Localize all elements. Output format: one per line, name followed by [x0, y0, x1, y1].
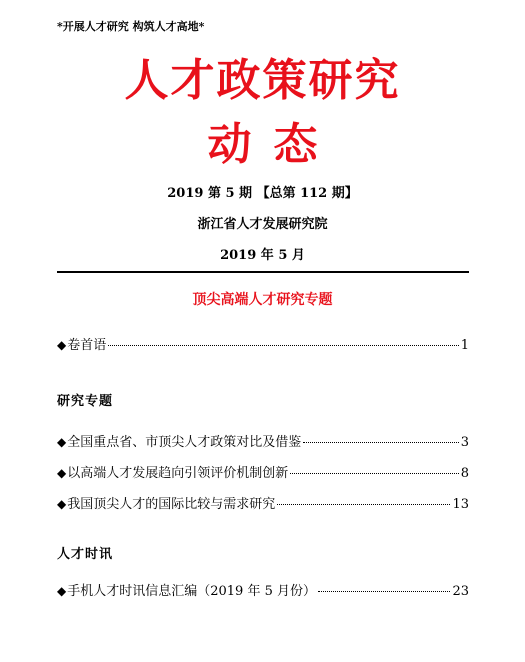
toc-entry-label: 以高端人才发展趋向引领评价机制创新	[67, 466, 289, 481]
toc-page-number: 8	[460, 466, 469, 481]
toc-entry-label: 手机人才时讯信息汇编（2019 年 5 月份）	[67, 584, 316, 599]
dot-leader	[108, 345, 458, 346]
diamond-bullet-icon: ◆	[57, 497, 67, 511]
toc-entry[interactable]	[57, 493, 469, 512]
toc-entry-preface[interactable]	[57, 334, 469, 353]
toc-entry-label: 全国重点省、市顶尖人才政策对比及借鉴	[67, 435, 302, 450]
issue-number: 2019 第 5 期 【总第 112 期】	[167, 186, 358, 201]
toc-page-number: 3	[460, 435, 469, 450]
toc-page-number: 23	[452, 584, 469, 599]
toc-page-number: 13	[452, 497, 469, 512]
diamond-bullet-icon: ◆	[57, 338, 67, 352]
dot-leader	[303, 442, 458, 443]
diamond-bullet-icon: ◆	[57, 584, 67, 598]
toc-entry[interactable]	[57, 580, 469, 599]
toc-entry[interactable]	[57, 462, 469, 481]
dot-leader	[277, 504, 450, 505]
diamond-bullet-icon: ◆	[57, 435, 67, 449]
masthead-divider	[57, 271, 469, 273]
toc-entry-label: 卷首语	[67, 338, 107, 353]
publication-subtitle: 动态	[207, 119, 340, 170]
dot-leader	[318, 591, 450, 592]
toc-page-number: 1	[460, 338, 469, 353]
toc-entry[interactable]	[57, 431, 469, 450]
section-heading-news: 人才时讯	[57, 547, 114, 562]
section-heading-research: 研究专题	[57, 394, 114, 409]
publisher-organization: 浙江省人才发展研究院	[197, 217, 328, 232]
diamond-bullet-icon: ◆	[57, 466, 67, 480]
topic-title: 顶尖高端人才研究专题	[192, 292, 333, 308]
publication-date: 2019 年 5 月	[220, 248, 305, 263]
toc-entry-label: 我国顶尖人才的国际比较与需求研究	[67, 497, 276, 512]
publication-title: 人才政策研究	[124, 55, 401, 106]
dot-leader	[290, 473, 458, 474]
header-slogan: *开展人才研究 构筑人才高地*	[57, 20, 205, 33]
